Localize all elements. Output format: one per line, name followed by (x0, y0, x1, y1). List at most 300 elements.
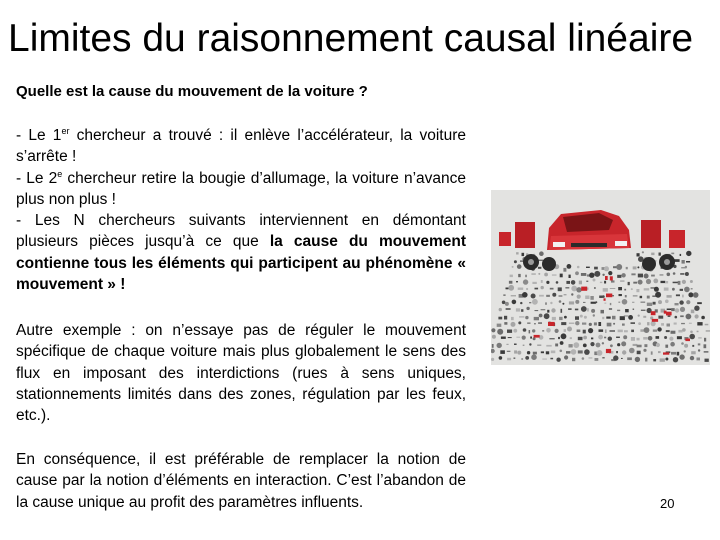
car-part (541, 351, 544, 353)
car-part (671, 352, 676, 355)
car-part (550, 288, 554, 290)
researcher-2-text: - Le 2e chercheur retire la bougie d’allumage, la voiture n’avance plus non plus ! (16, 168, 466, 208)
car-part (641, 302, 646, 303)
car-part (526, 288, 528, 290)
car-part (676, 294, 680, 296)
paragraph-researchers (16, 125, 466, 295)
car-part (602, 317, 604, 319)
car-part (654, 287, 659, 292)
car-part (658, 300, 662, 304)
car-part (604, 281, 606, 284)
red-panel-right (669, 230, 685, 248)
car-part (512, 300, 517, 305)
car-part (499, 308, 502, 311)
car-part (497, 343, 502, 348)
car-part (569, 275, 571, 278)
car-part (705, 359, 709, 362)
car-part (552, 274, 557, 275)
car-part (538, 260, 543, 261)
car-part (522, 336, 526, 340)
car-part (593, 314, 595, 316)
researcher-1-text: - Le 1er chercheur a trouvé : il enlève l’accélérateur, la voiture s’arrête ! (16, 126, 466, 166)
disassembled-car-photo (491, 190, 710, 365)
car-part (674, 259, 679, 262)
car-part (631, 330, 634, 333)
car-part (667, 295, 672, 298)
car-part (637, 338, 640, 341)
car-part (697, 302, 702, 304)
car-part (690, 280, 693, 283)
car-part (633, 282, 637, 284)
car-part (673, 357, 678, 362)
car-part (498, 317, 502, 320)
car-part (514, 260, 517, 263)
car-part (538, 267, 542, 269)
car-part (538, 273, 540, 275)
car-part (688, 292, 693, 297)
car-part (561, 309, 563, 313)
car-part (520, 302, 522, 304)
car-part (675, 303, 679, 305)
car-part (551, 351, 556, 354)
car-part (595, 301, 597, 303)
car-part (560, 274, 563, 278)
car-part (492, 335, 496, 339)
car-part (525, 356, 529, 360)
car-part (602, 357, 604, 359)
car-part (651, 253, 654, 256)
car-part (626, 267, 628, 269)
car-part (638, 280, 643, 285)
car-part (625, 309, 629, 312)
car-part (616, 264, 622, 270)
car-part (569, 344, 573, 347)
car-part (640, 329, 644, 332)
car-part (599, 296, 602, 299)
car-part (558, 287, 562, 291)
car-part (685, 272, 689, 276)
car-part (523, 328, 527, 332)
car-part (542, 330, 544, 332)
car-part (577, 330, 581, 333)
car-part (613, 323, 615, 325)
car-part (633, 266, 637, 269)
car-part (522, 253, 525, 256)
car-part (590, 342, 594, 346)
car-part (602, 274, 604, 276)
car-part (682, 280, 686, 284)
car-part (572, 358, 575, 361)
car-part (621, 341, 626, 346)
bold-conclusion: la cause du mouvement contienne tous les éléments qui participent au phénomène « mouvement » ! (16, 233, 466, 294)
paragraph-consequence: En conséquence, il est préférable de remplacer la notion de cause par la notion d’éléments en interaction. C’est l’abandon de la cause unique au profit des paramètres influents. (16, 451, 466, 511)
car-part (665, 300, 669, 304)
car-part (675, 308, 679, 312)
car-part (647, 296, 650, 299)
car-part (503, 295, 505, 296)
car-part (665, 345, 668, 348)
car-part (564, 355, 568, 359)
car-part (647, 303, 652, 306)
car-part (637, 351, 641, 355)
car-part (522, 292, 528, 298)
car-part (677, 352, 680, 356)
car-part (610, 330, 616, 332)
car-part (667, 309, 672, 311)
car-part (531, 354, 537, 360)
car-part (664, 336, 667, 339)
car-part (701, 316, 705, 320)
car-part (581, 273, 586, 276)
car-part (594, 267, 598, 270)
car-part (653, 330, 657, 332)
red-car-part (604, 298, 606, 301)
car-part (571, 286, 577, 292)
car-part (555, 344, 558, 347)
car-part (691, 288, 693, 289)
car-part (660, 274, 664, 275)
car-part (516, 281, 518, 282)
car-part (673, 272, 676, 275)
car-part (582, 323, 586, 325)
car-part (546, 351, 549, 354)
car-part (511, 322, 516, 327)
car-part (530, 337, 532, 339)
car-part (571, 280, 576, 285)
car-part (575, 309, 578, 311)
car-part (516, 337, 520, 338)
car-part (513, 329, 517, 333)
car-part (546, 345, 551, 347)
car-part (678, 281, 681, 285)
car-part (526, 307, 529, 310)
car-part (674, 323, 677, 325)
car-part (605, 329, 607, 333)
car-part (546, 328, 551, 333)
car-part (697, 331, 699, 333)
car-part (519, 316, 524, 317)
car-part (646, 279, 651, 284)
car-part (506, 344, 508, 345)
car-part (563, 268, 566, 272)
car-part (665, 358, 668, 361)
car-part (610, 288, 616, 289)
car-part (691, 310, 695, 314)
car-part (640, 296, 643, 298)
car-part (608, 271, 612, 275)
red-car-part (610, 276, 613, 280)
car-part (586, 281, 588, 282)
car-part (535, 310, 539, 311)
car-part (550, 302, 552, 304)
researchers-n-text: - Les N chercheurs suivants interviennent en démontant plusieurs pièces jusqu’à ce que la cause du mouvement contienne tous les éléments qui participent au phénomène « mouvement » ! (16, 212, 466, 294)
car-part (506, 308, 511, 309)
car-part (598, 322, 601, 326)
car-part (541, 280, 543, 283)
car-part (645, 358, 647, 362)
car-part (631, 337, 635, 341)
car-part (661, 281, 666, 283)
car-part (594, 271, 600, 277)
car-part (681, 323, 685, 324)
car-part (604, 303, 606, 304)
car-part (518, 274, 521, 277)
car-part (525, 275, 527, 278)
car-part (561, 322, 566, 325)
car-part (532, 299, 538, 305)
car-part (564, 316, 567, 319)
car-part (685, 266, 687, 268)
car-part (693, 292, 699, 298)
car-part (680, 254, 682, 256)
car-part (651, 275, 655, 277)
car-part (569, 301, 574, 304)
car-part (542, 359, 547, 360)
car-part (684, 287, 690, 293)
car-part (508, 337, 512, 338)
car-part (618, 330, 623, 333)
car-part (697, 322, 702, 325)
car-part (686, 314, 692, 320)
car-part (584, 316, 587, 319)
car-part (655, 292, 661, 298)
car-part (638, 315, 640, 317)
car-part (690, 356, 694, 360)
car-part (555, 329, 559, 333)
car-part (682, 295, 684, 298)
paragraph-other-example: Autre exemple : on n’essaye pas de réguler le mouvement spécifique de chaque voiture mais plus globalement le sens des flux en imposant des interdictions (rues à sens uniques, stationnements limités dans des zones, régulation par les feux, etc.). (16, 322, 466, 425)
car-part (508, 285, 514, 291)
car-part (616, 337, 620, 338)
car-part (624, 315, 629, 316)
car-part (680, 273, 684, 275)
car-part (582, 357, 585, 360)
car-part (517, 264, 522, 269)
car-part (551, 308, 555, 312)
car-part (497, 324, 502, 327)
car-part (575, 300, 579, 304)
car-part (492, 344, 494, 348)
wheel-4 (642, 257, 656, 271)
car-part (682, 328, 686, 332)
car-part (671, 331, 676, 334)
car-part (651, 351, 653, 354)
car-part (636, 289, 639, 292)
car-part (585, 296, 589, 300)
car-part (602, 295, 605, 298)
car-part (618, 287, 622, 290)
car-part (539, 251, 544, 256)
car-part (641, 310, 646, 311)
wheel-3 (542, 257, 556, 271)
car-part (518, 288, 524, 290)
car-part (618, 302, 620, 303)
car-part (643, 316, 646, 318)
car-part (523, 279, 528, 284)
car-part (600, 282, 602, 283)
car-part (531, 273, 535, 274)
car-part (694, 306, 699, 311)
car-part (661, 323, 664, 326)
car-part (590, 296, 593, 300)
car-part (644, 288, 650, 290)
car-part (628, 282, 630, 285)
car-part (505, 302, 509, 306)
car-part (533, 337, 536, 340)
red-door-right (641, 220, 661, 248)
red-car-part (666, 312, 672, 316)
car-part (491, 328, 495, 332)
car-part (706, 330, 710, 332)
red-car-part (663, 352, 669, 354)
car-part (529, 330, 531, 333)
car-part (504, 322, 507, 325)
car-part (643, 349, 646, 352)
car-part (512, 266, 514, 268)
car-part (529, 343, 531, 345)
car-part (517, 351, 521, 355)
car-part (628, 315, 633, 320)
car-part (622, 299, 628, 305)
car-part (664, 288, 669, 291)
car-part (568, 308, 572, 309)
car-part (633, 309, 635, 311)
car-part (697, 358, 701, 361)
car-part (629, 348, 635, 354)
car-part (622, 350, 626, 354)
car-part (638, 274, 643, 278)
red-car-part (606, 349, 611, 353)
car-part (642, 251, 644, 253)
car-part (673, 282, 678, 284)
car-part (541, 286, 544, 289)
car-part (686, 300, 690, 304)
car-part (679, 354, 684, 359)
car-part (546, 281, 549, 284)
car-part (657, 327, 661, 331)
car-part (537, 345, 541, 346)
car-part (612, 316, 616, 320)
car-part (500, 350, 505, 354)
car-part (539, 295, 544, 297)
car-part (601, 310, 605, 314)
car-part (610, 344, 613, 347)
car-part (653, 359, 656, 361)
car-part (681, 342, 684, 345)
car-part (538, 323, 542, 324)
car-part (705, 324, 709, 326)
car-part (567, 264, 572, 269)
car-part (591, 338, 593, 340)
car-part (637, 253, 640, 256)
car-part (666, 330, 670, 332)
car-part (550, 358, 553, 360)
car-part (633, 295, 638, 296)
car-part (534, 323, 536, 324)
car-part (510, 275, 513, 278)
car-part (556, 358, 560, 362)
car-part (604, 337, 606, 339)
car-part (509, 281, 513, 284)
car-part (502, 301, 506, 305)
car-parts-illustration (491, 190, 710, 365)
car-part (658, 351, 661, 353)
car-part (565, 287, 569, 288)
car-part (589, 323, 592, 326)
car-part (556, 281, 559, 284)
red-car-part (548, 322, 555, 326)
car-part (578, 337, 583, 340)
car-part (560, 350, 563, 353)
car-part (621, 358, 623, 359)
red-car-part (606, 294, 612, 298)
car-part (608, 337, 612, 341)
car-part (586, 267, 590, 268)
car-part (698, 337, 702, 338)
car-part (593, 279, 596, 282)
car-part (523, 345, 525, 346)
car-part (689, 323, 692, 324)
car-part (588, 328, 593, 333)
car-part (570, 337, 572, 339)
car-part (544, 273, 548, 277)
car-part (598, 335, 603, 340)
car-part (549, 338, 554, 339)
car-part (668, 316, 671, 317)
question-heading: Quelle est la cause du mouvement de la voiture ? (16, 83, 368, 100)
car-part (617, 310, 620, 311)
car-part (541, 309, 546, 310)
car-part (497, 329, 503, 335)
car-part (583, 302, 586, 303)
car-part (672, 288, 675, 291)
car-part (633, 344, 638, 346)
car-part (534, 317, 539, 320)
car-part (507, 351, 511, 352)
car-part (579, 281, 582, 285)
car-part (559, 300, 562, 303)
car-part (613, 355, 618, 360)
car-part (531, 294, 536, 299)
car-part (521, 358, 523, 359)
car-part (648, 336, 653, 341)
car-part (566, 351, 570, 354)
car-part (516, 308, 520, 311)
car-part (670, 342, 675, 347)
car-part (532, 329, 535, 332)
car-part (545, 302, 547, 304)
car-part (625, 295, 627, 297)
red-car-part (534, 335, 540, 338)
car-part (667, 273, 671, 277)
car-part (561, 333, 567, 339)
car-part (597, 350, 603, 356)
car-part (695, 314, 699, 318)
car-part (698, 343, 701, 345)
car-part (704, 338, 706, 342)
car-part (521, 309, 523, 312)
car-part (491, 358, 494, 361)
car-part (680, 289, 683, 291)
car-part (499, 356, 503, 360)
car-part (566, 281, 570, 284)
car-part (514, 350, 517, 353)
car-part (660, 358, 665, 361)
car-part (527, 351, 530, 354)
car-part (644, 327, 650, 333)
car-part (623, 335, 627, 339)
car-part (682, 260, 685, 264)
